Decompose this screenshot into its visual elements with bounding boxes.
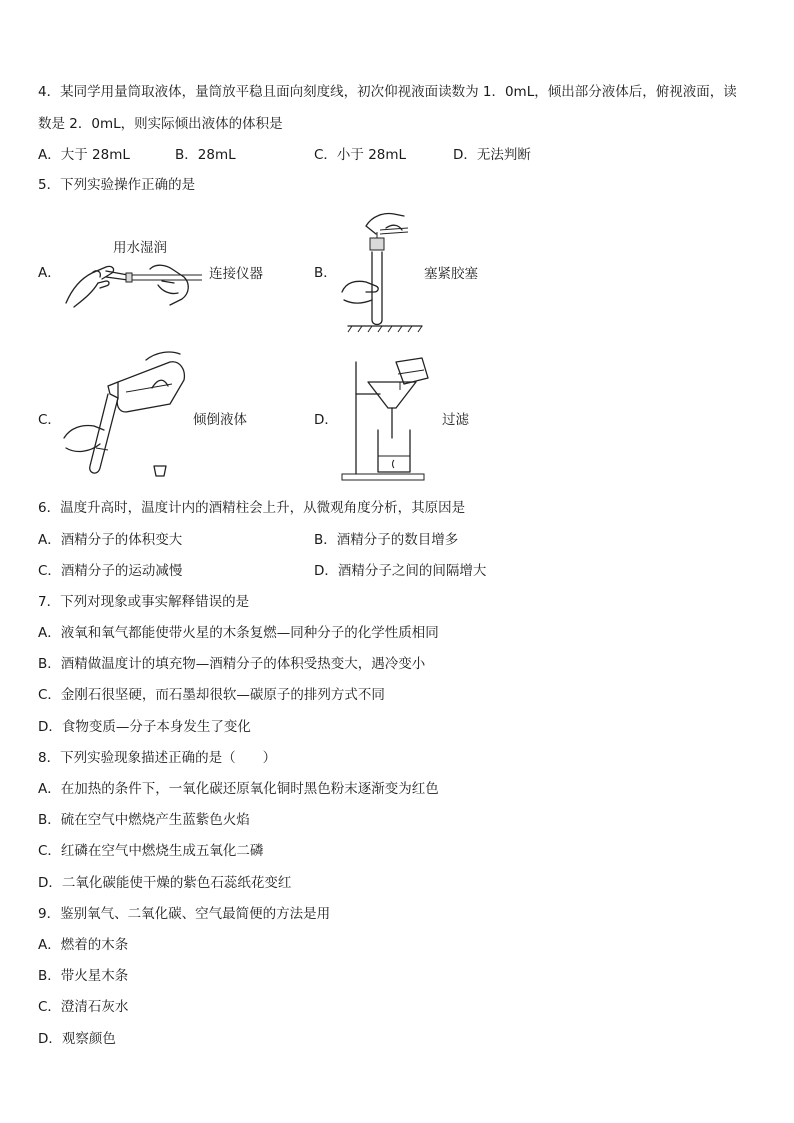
q9-option-d: D．观察颜色 (38, 1031, 116, 1047)
q5-option-a-caption-top: 用水湿润 (113, 240, 167, 256)
q9-option-b: B．带火星木条 (38, 968, 129, 984)
q7-stem: 7．下列对现象或事实解释错误的是 (38, 594, 250, 610)
q8-stem: 8．下列实验现象描述正确的是（ ） (38, 750, 277, 766)
q5-option-d-letter: D． (314, 412, 338, 428)
q7-option-a: A．液氧和氧气都能使带火星的木条复燃—同种分子的化学性质相同 (38, 625, 439, 641)
q7-option-b: B．酒精做温度计的填充物—酒精分子的体积受热变大，遇冷变小 (38, 656, 426, 672)
q8-option-a: A．在加热的条件下，一氧化碳还原氧化铜时黑色粉末逐渐变为红色 (38, 781, 439, 797)
q8-option-c: C．红磷在空气中燃烧生成五氧化二磷 (38, 843, 264, 859)
q5-option-c-letter: C． (38, 412, 61, 428)
q5-stem: 5．下列实验操作正确的是 (38, 177, 196, 193)
q5-option-b-caption: 塞紧胶塞 (424, 266, 478, 282)
pouring-liquid-icon (60, 348, 200, 480)
q4-option-d: D．无法判断 (453, 147, 531, 163)
q5-option-b-letter: B． (314, 265, 337, 281)
q4-option-b: B．28mL (175, 147, 236, 163)
q6-stem: 6．温度升高时，温度计内的酒精柱会上升，从微观角度分析，其原因是 (38, 500, 466, 516)
hands-connecting-tube-icon (62, 255, 212, 310)
q5-option-d-caption: 过滤 (442, 412, 469, 428)
q4-stem-line1: 4．某同学用量筒取液体，量筒放平稳且面向刻度线，初次仰视液面读数为 1．0mL，倾出部分液体后，俯视液面，读 (38, 84, 737, 100)
q8-option-d: D．二氧化碳能使干燥的紫色石蕊纸花变红 (38, 875, 292, 891)
q5-option-c-caption: 倾倒液体 (193, 412, 247, 428)
stopper-on-test-tube-icon (336, 208, 426, 336)
q6-option-c: C．酒精分子的运动减慢 (38, 563, 183, 579)
q8-option-b: B．硫在空气中燃烧产生蓝紫色火焰 (38, 812, 250, 828)
filtration-apparatus-icon (338, 356, 444, 486)
q4-stem-line2: 数是 2．0mL，则实际倾出液体的体积是 (38, 116, 283, 132)
q6-option-a: A．酒精分子的体积变大 (38, 532, 183, 548)
q9-option-c: C．澄清石灰水 (38, 999, 129, 1015)
q4-option-c: C．小于 28mL (314, 147, 407, 163)
q9-option-a: A．燃着的木条 (38, 937, 129, 953)
q7-option-d: D．食物变质—分子本身发生了变化 (38, 719, 251, 735)
q5-option-a-letter: A． (38, 265, 61, 281)
q5-option-a-caption: 连接仪器 (209, 266, 263, 282)
q6-option-d: D．酒精分子之间的间隔增大 (314, 563, 487, 579)
q6-option-b: B．酒精分子的数目增多 (314, 532, 459, 548)
q9-stem: 9．鉴别氧气、二氧化碳、空气最简便的方法是用 (38, 906, 331, 922)
q7-option-c: C．金刚石很坚硬，而石墨却很软—碳原子的排列方式不同 (38, 687, 385, 703)
q4-option-a: A．大于 28mL (38, 147, 130, 163)
